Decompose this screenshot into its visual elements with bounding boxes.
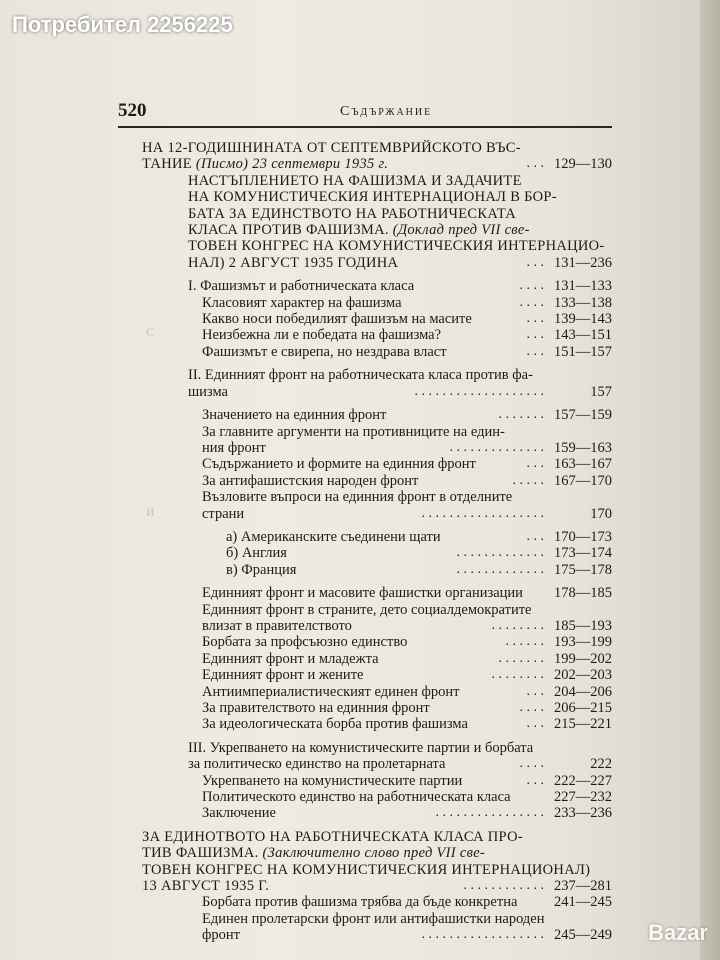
toc-leader-dots: . . . . . . . — [498, 650, 544, 666]
toc-line — [142, 894, 612, 910]
toc-line — [142, 562, 612, 578]
toc-entry — [142, 545, 612, 561]
toc-leader-dots: . . . . — [519, 756, 544, 772]
toc-entry-title: За главните аргументи на противниците на един- — [202, 423, 505, 440]
toc-entry-title: Единният фронт и масовите фашистки организации — [202, 585, 523, 602]
entry-gap — [142, 522, 612, 529]
toc-leader-dots: . . . — [526, 528, 544, 544]
toc-page-range: 241—245 — [554, 894, 612, 911]
toc-entry — [142, 634, 612, 650]
toc-entry — [142, 562, 612, 578]
toc-entry-title: ЗА ЕДИНОТВОТО НА РАБОТНИЧЕСКАТА КЛАСА ПРО- — [142, 828, 523, 845]
toc-page-range: 202—203 — [554, 667, 612, 684]
toc-entry-title: I. Фашизмът и работническата класа — [188, 278, 415, 295]
toc-entry-title: Борбата за профсъюзно единство — [202, 634, 408, 651]
toc-line — [142, 440, 612, 456]
next-page-edge — [700, 0, 720, 960]
toc-page-range: 185—193 — [554, 617, 612, 634]
toc-entry-title: б) Англия — [226, 545, 287, 562]
toc-line — [142, 384, 612, 400]
toc-leader-dots: . . . . . . . . . . . . . . . . — [435, 805, 544, 821]
toc-leader-dots: . . . . . . . — [498, 407, 544, 423]
toc-entry-title: ния фронт — [202, 439, 266, 456]
toc-leader-dots: . . . — [526, 254, 544, 270]
toc-leader-dots: . . . . . . . . — [491, 617, 544, 633]
toc-line — [142, 327, 612, 343]
toc-entry — [142, 367, 612, 400]
toc-line — [142, 716, 612, 732]
toc-entry — [142, 311, 612, 327]
toc-page-range: 206—215 — [554, 700, 612, 716]
toc-leader-dots: . . . — [526, 456, 544, 472]
toc-entry-title: в) Франция — [226, 561, 297, 578]
toc-entry-title: Съдържанието и формите на единния фронт — [202, 456, 476, 473]
toc-line — [142, 456, 612, 472]
toc-leader-dots: . . . — [526, 683, 544, 699]
toc-line — [142, 173, 612, 189]
toc-line — [142, 756, 612, 772]
toc-line — [142, 529, 612, 545]
toc-page-range: 233—236 — [554, 805, 612, 822]
entry-gap — [142, 400, 612, 407]
toc-entry-title: 13 АВГУСТ 1935 Г. — [142, 878, 270, 895]
toc-line — [142, 634, 612, 650]
toc-line — [142, 740, 612, 756]
toc-entry — [142, 456, 612, 472]
toc-line — [142, 545, 612, 561]
toc-page-range: 167—170 — [554, 472, 612, 489]
toc-entry — [142, 829, 612, 895]
toc-entry — [142, 173, 612, 271]
toc-entry-title: шизма — [188, 383, 228, 400]
toc-page-range: 170 — [590, 505, 612, 522]
toc-line — [142, 651, 612, 667]
toc-entry-title: фронт — [202, 927, 240, 944]
toc-entry — [142, 489, 612, 522]
show-through-text: С — [146, 325, 155, 339]
toc-line — [142, 667, 612, 683]
toc-page-range: 151—157 — [554, 343, 612, 360]
entry-gap — [142, 822, 612, 829]
toc-entry-title: Фашизмът е свирепа, но нездрава власт — [202, 343, 447, 360]
toc-page-range: 133—138 — [554, 294, 612, 311]
toc-line — [142, 845, 612, 861]
toc-leader-dots: . . . — [526, 716, 544, 732]
toc-entry-title: Единният фронт в страните, дето социалдемократите — [202, 601, 532, 618]
toc-leader-dots: . . . . . . . . . . . . . . . . . . — [421, 927, 544, 943]
toc-page-range: 237—281 — [554, 878, 612, 895]
toc-line — [142, 585, 612, 601]
header-rule — [118, 126, 612, 128]
toc-line — [142, 789, 612, 805]
toc-entry — [142, 585, 612, 601]
toc-line — [142, 773, 612, 789]
toc-page-range: 159—163 — [554, 439, 612, 456]
toc-leader-dots: . . . . . . — [505, 634, 544, 650]
toc-page-range: 227—232 — [554, 789, 612, 806]
toc-page-range: 163—167 — [554, 456, 612, 473]
toc-line — [142, 407, 612, 423]
show-through-text: И — [146, 505, 155, 519]
toc-entry-title: За антифашистския народен фронт — [202, 472, 419, 489]
toc-entry-title: ТАНИЕ (Писмо) 23 септември 1935 г. — [142, 156, 389, 173]
toc-line — [142, 829, 612, 845]
toc-entry — [142, 789, 612, 805]
toc-entry — [142, 602, 612, 635]
page-number: 520 — [118, 100, 147, 121]
running-head: Съдържание — [340, 104, 433, 119]
toc-entry-title: за политическо единство на пролетарната — [188, 756, 446, 773]
toc-line — [142, 805, 612, 821]
entry-gap — [142, 360, 612, 367]
toc-page-range: 131—236 — [554, 254, 612, 271]
toc-line — [142, 295, 612, 311]
toc-entry-title: Възловите въпроси на единния фронт в отделните — [202, 489, 513, 506]
toc-entry-title: Укрепването на комунистическите партии — [202, 772, 463, 789]
toc-entry-title: НАСТЪПЛЕНИЕТО НА ФАШИЗМА И ЗАДАЧИТЕ — [188, 172, 522, 189]
toc-line — [142, 618, 612, 634]
toc-leader-dots: . . . — [526, 311, 544, 327]
toc-line — [142, 140, 612, 156]
toc-leader-dots: . . . . . — [512, 472, 544, 488]
toc-leader-dots: . . . — [526, 327, 544, 343]
toc-leader-dots: . . . . — [519, 278, 544, 294]
toc-page-range: 129—130 — [554, 156, 612, 173]
toc-leader-dots: . . . . . . . . . . . . . . . . . . . — [414, 383, 544, 399]
entry-gap — [142, 733, 612, 740]
toc-entry — [142, 716, 612, 732]
toc-leader-dots: . . . — [526, 772, 544, 788]
toc-page-range: 245—249 — [554, 927, 612, 944]
toc-entry-title: Неизбежна ли е победата на фашизма? — [202, 327, 442, 344]
toc-entry-title: За идеологическата борба против фашизма — [202, 716, 468, 733]
toc-entry — [142, 773, 612, 789]
toc-entry-title: Политическото единство на работническата класа — [202, 789, 511, 806]
toc-entry — [142, 805, 612, 821]
toc-entry — [142, 407, 612, 423]
toc-leader-dots: . . . . — [519, 294, 544, 310]
toc-page-range: 173—174 — [554, 545, 612, 562]
toc-entry-title: Какво носи победилият фашизъм на масите — [202, 311, 472, 328]
toc-line — [142, 222, 612, 238]
toc-entry-title: Единен пролетарски фронт или антифашистки народен — [202, 910, 545, 927]
toc-entry-title: НА 12-ГОДИШНИНАТА ОТ СЕПТЕМВРИЙСКОТО ВЪС- — [142, 140, 521, 156]
toc-leader-dots: . . . . . . . . — [491, 667, 544, 683]
toc-page-range: 215—221 — [554, 716, 612, 733]
toc-entry — [142, 344, 612, 360]
toc-line — [142, 206, 612, 222]
toc-page-range: 222—227 — [554, 772, 612, 789]
toc-entry-title: НАЛ) 2 АВГУСТ 1935 ГОДИНА — [188, 254, 399, 271]
toc-entry — [142, 327, 612, 343]
toc-entry-title: III. Укрепването на комунистическите партии и борбата — [188, 739, 534, 756]
toc-line — [142, 189, 612, 205]
toc-entry — [142, 740, 612, 773]
toc-line — [142, 862, 612, 878]
toc-entry — [142, 911, 612, 944]
toc-entry-title: а) Американските съединени щати — [226, 528, 441, 545]
toc-line — [142, 927, 612, 943]
toc-line — [142, 489, 612, 505]
table-of-contents — [142, 140, 612, 944]
toc-page-range: 170—173 — [554, 528, 612, 545]
toc-entry-title: страни — [202, 505, 245, 522]
toc-entry — [142, 894, 612, 910]
toc-entry — [142, 651, 612, 667]
watermark-logo: Bazar — [648, 920, 708, 945]
toc-entry-title: ТИВ ФАШИЗМА. (Заключително слово пред VII све- — [142, 845, 486, 862]
toc-leader-dots: . . . . . . . . . . . . . — [456, 561, 544, 577]
toc-leader-dots: . . . — [526, 343, 544, 359]
toc-line — [142, 367, 612, 383]
toc-leader-dots: . . . . . . . . . . . . . — [456, 545, 544, 561]
toc-leader-dots: . . . . . . . . . . . . . . — [449, 439, 544, 455]
toc-page-range: 193—199 — [554, 634, 612, 651]
toc-line — [142, 684, 612, 700]
toc-page-range: 143—151 — [554, 327, 612, 344]
toc-entry-title: II. Единният фронт на работническата класа против фа- — [188, 367, 533, 384]
toc-entry-title: Единният фронт и жените — [202, 667, 364, 684]
toc-entry — [142, 473, 612, 489]
toc-line — [142, 278, 612, 294]
toc-entry — [142, 684, 612, 700]
toc-page-range: 131—133 — [554, 278, 612, 295]
toc-line — [142, 506, 612, 522]
toc-entry-title: КЛАСА ПРОТИВ ФАШИЗМА. (Доклад пред VII све- — [188, 222, 530, 239]
toc-entry — [142, 424, 612, 457]
toc-line — [142, 911, 612, 927]
toc-line — [142, 255, 612, 271]
toc-leader-dots: . . . . . . . . . . . . . . . . . . — [421, 505, 544, 521]
toc-entry — [142, 295, 612, 311]
toc-page-range: 199—202 — [554, 650, 612, 667]
toc-entry-title: Единният фронт и младежта — [202, 650, 379, 667]
toc-leader-dots: . . . . — [519, 700, 544, 715]
toc-line — [142, 311, 612, 327]
toc-line — [142, 878, 612, 894]
toc-entry-title: Значението на единния фронт — [202, 407, 387, 424]
toc-entry — [142, 140, 612, 173]
toc-entry-title: Антиимпериалистическият единен фронт — [202, 683, 460, 700]
toc-entry — [142, 529, 612, 545]
toc-line — [142, 700, 612, 716]
toc-entry-title: ТОВЕН КОНГРЕС НА КОМУНИСТИЧЕСКИЯ ИНТЕРНАЦИОНАЛ) — [142, 861, 591, 878]
toc-page-range: 175—178 — [554, 561, 612, 578]
toc-entry — [142, 700, 612, 716]
toc-line — [142, 156, 612, 172]
entry-gap — [142, 271, 612, 278]
toc-entry-title: ТОВЕН КОНГРЕС НА КОМУНИСТИЧЕСКИЯ ИНТЕРНАЦИО- — [188, 238, 605, 255]
toc-page-range: 157—159 — [554, 407, 612, 424]
toc-page-range: 204—206 — [554, 683, 612, 700]
toc-line — [142, 344, 612, 360]
toc-line — [142, 238, 612, 254]
toc-entry-title: БАТА ЗА ЕДИНСТВОТО НА РАБОТНИЧЕСКАТА — [188, 205, 517, 222]
toc-entry — [142, 278, 612, 294]
toc-entry-title: Заключение — [202, 805, 276, 822]
toc-line — [142, 424, 612, 440]
toc-leader-dots: . . . . . . . . . . . . — [463, 878, 544, 894]
toc-line — [142, 473, 612, 489]
toc-entry-title: Борбата против фашизма трябва да бъде конкретна — [202, 894, 518, 911]
watermark-username: Потребител 2256225 — [12, 12, 233, 37]
toc-entry-title: влизат в правителството — [202, 617, 352, 634]
toc-page-range: 222 — [590, 756, 612, 773]
toc-page-range: 157 — [590, 383, 612, 400]
entry-gap — [142, 578, 612, 585]
toc-entry-title: Класовият характер на фашизма — [202, 294, 402, 311]
toc-entry-title: НА КОМУНИСТИЧЕСКИЯ ИНТЕРНАЦИОНАЛ В БОР- — [188, 189, 557, 206]
toc-leader-dots: . . . — [526, 156, 544, 172]
toc-entry-title: За правителството на единния фронт — [202, 700, 430, 716]
toc-page-range: 178—185 — [554, 585, 612, 602]
toc-line — [142, 602, 612, 618]
toc-page-range: 139—143 — [554, 311, 612, 328]
toc-entry — [142, 667, 612, 683]
